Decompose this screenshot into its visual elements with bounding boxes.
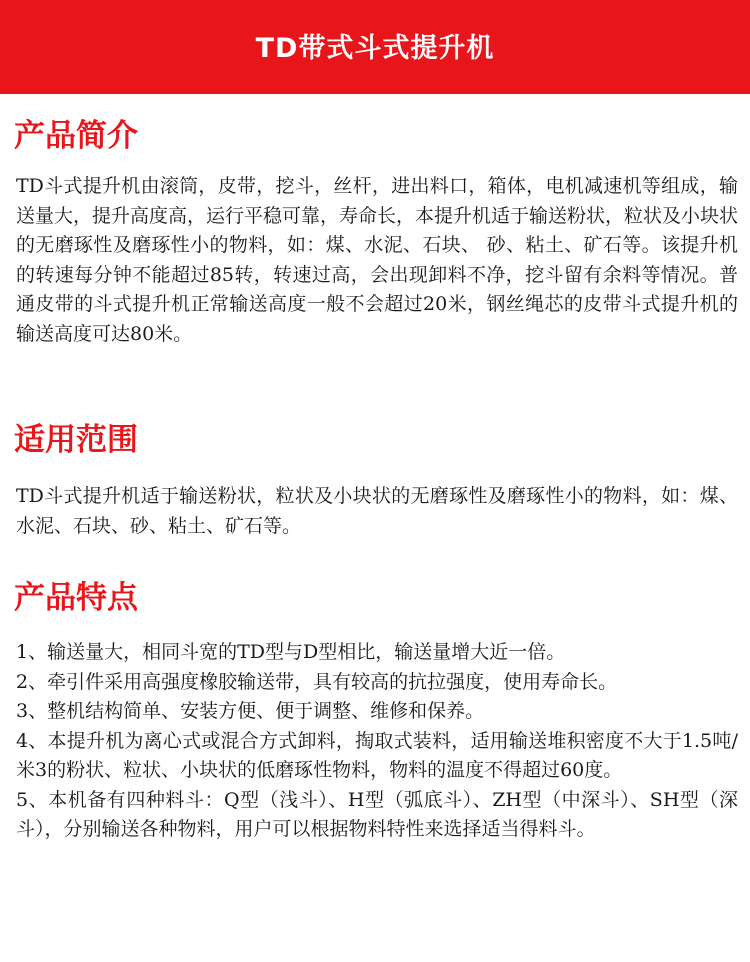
- feature-item: 2、牵引件采用高强度橡胶输送带，具有较高的抗拉强度，使用寿命长。: [16, 670, 618, 693]
- feature-item: 5、本机备有四种料斗：Q型（浅斗）、H型（弧底斗）、ZH型（中深斗）、SH型（深斗），分别输送各种物料，用户可以根据物料特性来选择适当得料斗。: [16, 788, 738, 840]
- feature-item: 1、输送量大，相同斗宽的TD型与D型相比，输送量增大近一倍。: [16, 641, 566, 663]
- feature-item: 3、整机结构简单、安装方便、便于调整、维修和保养。: [16, 700, 485, 722]
- page-title: TD带式斗式提升机: [255, 32, 495, 64]
- scope-heading: 适用范围: [14, 422, 138, 458]
- scope-body: TD斗式提升机适于输送粉状，粒状及小块状的无磨琢性及磨琢性小的物料，如：煤、水泥、石块、砂、粘土、矿石等。: [16, 485, 738, 537]
- intro-heading: 产品简介: [14, 118, 138, 154]
- features-list: [16, 638, 738, 845]
- feature-item: 4、本提升机为离心式或混合方式卸料，掏取式装料，适用输送堆积密度不大于1.5吨/米3的粉状、粒状、小块状的低磨琢性物料，物料的温度不得超过60度。: [16, 729, 738, 781]
- header-banner: [0, 0, 750, 94]
- features-heading: 产品特点: [14, 580, 138, 616]
- intro-body: TD斗式提升机由滚筒，皮带，挖斗，丝杆，进出料口，箱体，电机减速机等组成，输送量大，提升高度高，运行平稳可靠，寿命长，本提升机适于输送粉状，粒状及小块状的无磨琢性及磨琢性小的物料，如：煤、水泥、石块、 砂、粘土、矿石等。该提升机的转速每分钟不能超过85转，转速过高，会出现卸料不净，挖斗留有余料等情况。普通皮带的斗式提升机正常输送高度一般不会超过20米，钢丝绳芯的皮带斗式提升机的输送高度可达80米。: [16, 175, 739, 345]
